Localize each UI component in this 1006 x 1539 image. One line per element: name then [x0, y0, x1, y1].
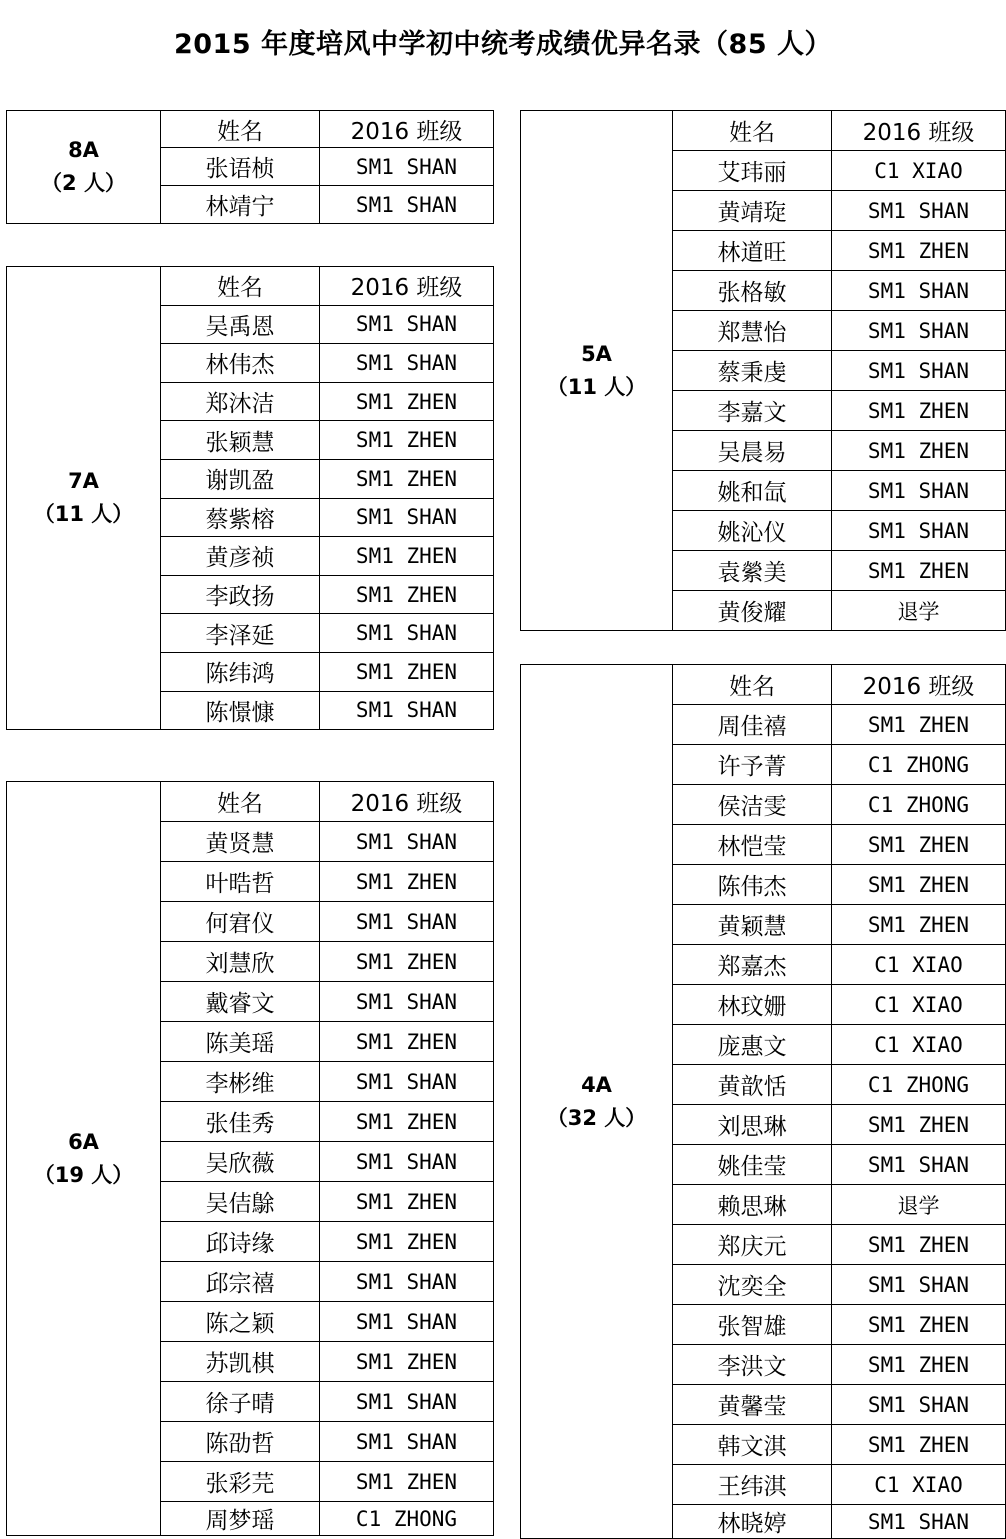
page-title: 2015 年度培风中学初中统考成绩优异名录（85 人） — [173, 29, 833, 60]
column-header-name: 姓名 — [673, 111, 832, 151]
class-2016: SM1 SHAN — [320, 305, 494, 344]
grade-6a-table — [6, 781, 494, 1536]
grade-count: （11 人） — [33, 502, 134, 527]
class-2016: SM1 SHAN — [320, 344, 494, 383]
student-name: 何宭仪 — [161, 902, 320, 942]
student-name: 郑庆元 — [673, 1225, 832, 1265]
student-name: 张佳秀 — [161, 1102, 320, 1142]
column-header-name: 姓名 — [673, 665, 832, 705]
class-2016: SM1 SHAN — [320, 1142, 494, 1182]
class-2016: SM1 SHAN — [832, 191, 1006, 231]
student-name: 陈纬鸿 — [161, 652, 320, 691]
student-name: 刘慧欣 — [161, 942, 320, 982]
column-header-class: 2016 班级 — [832, 111, 1006, 151]
grade-label — [7, 782, 161, 1536]
student-name: 赖思琳 — [673, 1185, 832, 1225]
class-2016: SM1 SHAN — [320, 186, 494, 224]
student-name: 吴晨易 — [673, 431, 832, 471]
student-name: 侯洁雯 — [673, 785, 832, 825]
student-name: 姚和氙 — [673, 471, 832, 511]
student-name: 黄贤慧 — [161, 822, 320, 862]
grade-label — [7, 267, 161, 730]
class-2016: 退学 — [832, 591, 1006, 631]
class-2016: SM1 ZHEN — [832, 705, 1006, 745]
student-name: 袁縈美 — [673, 551, 832, 591]
student-name: 黄彦祯 — [161, 537, 320, 576]
class-2016: SM1 SHAN — [320, 498, 494, 537]
student-name: 叶晧哲 — [161, 862, 320, 902]
student-name: 艾玮丽 — [673, 151, 832, 191]
student-name: 庞惠文 — [673, 1025, 832, 1065]
student-name: 蔡紫榕 — [161, 498, 320, 537]
student-name: 许予菁 — [673, 745, 832, 785]
class-2016: SM1 SHAN — [320, 614, 494, 653]
column-header-class: 2016 班级 — [320, 267, 494, 306]
student-name: 刘思琳 — [673, 1105, 832, 1145]
column-header-class: 2016 班级 — [832, 665, 1006, 705]
class-2016: SM1 ZHEN — [320, 575, 494, 614]
student-name: 李嘉文 — [673, 391, 832, 431]
class-2016: C1 XIAO — [832, 1465, 1006, 1505]
grade-label — [7, 111, 161, 224]
class-2016: SM1 SHAN — [320, 822, 494, 862]
class-2016: SM1 SHAN — [320, 982, 494, 1022]
student-name: 吴佶鵌 — [161, 1182, 320, 1222]
class-2016: SM1 SHAN — [832, 1385, 1006, 1425]
student-name: 张彩芫 — [161, 1462, 320, 1502]
student-name: 李政扬 — [161, 575, 320, 614]
student-name: 陈憬慷 — [161, 691, 320, 730]
class-2016: SM1 ZHEN — [320, 459, 494, 498]
student-name: 邱诗缘 — [161, 1222, 320, 1262]
student-name: 吴欣薇 — [161, 1142, 320, 1182]
class-2016: SM1 SHAN — [832, 1265, 1006, 1305]
student-name: 林伟杰 — [161, 344, 320, 383]
class-2016: C1 ZHONG — [832, 1065, 1006, 1105]
grade-name: 4A — [581, 1072, 612, 1097]
grade-count: （19 人） — [33, 1162, 134, 1187]
class-2016: SM1 ZHEN — [320, 382, 494, 421]
student-name: 张格敏 — [673, 271, 832, 311]
student-name: 韩文淇 — [673, 1425, 832, 1465]
student-name: 郑嘉杰 — [673, 945, 832, 985]
student-name: 黄馨莹 — [673, 1385, 832, 1425]
student-name: 张语桢 — [161, 148, 320, 186]
class-2016: SM1 ZHEN — [832, 231, 1006, 271]
student-name: 陈伟杰 — [673, 865, 832, 905]
class-2016: SM1 ZHEN — [832, 391, 1006, 431]
student-name: 林玟姗 — [673, 985, 832, 1025]
class-2016: SM1 ZHEN — [832, 431, 1006, 471]
class-2016: C1 ZHONG — [832, 745, 1006, 785]
class-2016: SM1 ZHEN — [832, 1425, 1006, 1465]
student-name: 吴禹恩 — [161, 305, 320, 344]
student-name: 徐子晴 — [161, 1382, 320, 1422]
grade-name: 7A — [68, 469, 99, 494]
student-name: 林恺莹 — [673, 825, 832, 865]
student-name: 林道旺 — [673, 231, 832, 271]
grade-8a-table — [6, 110, 494, 224]
class-2016: SM1 SHAN — [320, 1422, 494, 1462]
student-name: 邱宗禧 — [161, 1262, 320, 1302]
class-2016: SM1 SHAN — [832, 311, 1006, 351]
class-2016: SM1 SHAN — [320, 902, 494, 942]
class-2016: C1 XIAO — [832, 985, 1006, 1025]
class-2016: SM1 ZHEN — [320, 421, 494, 460]
class-2016: SM1 ZHEN — [320, 1182, 494, 1222]
class-2016: SM1 ZHEN — [832, 865, 1006, 905]
class-2016: 退学 — [832, 1185, 1006, 1225]
student-name: 王纬淇 — [673, 1465, 832, 1505]
class-2016: SM1 SHAN — [832, 471, 1006, 511]
student-name: 周佳禧 — [673, 705, 832, 745]
column-header-name: 姓名 — [161, 267, 320, 306]
grade-count: （32 人） — [546, 1105, 647, 1130]
class-2016: SM1 ZHEN — [320, 1222, 494, 1262]
class-2016: C1 XIAO — [832, 945, 1006, 985]
class-2016: SM1 SHAN — [320, 1382, 494, 1422]
grade-name: 5A — [581, 341, 612, 366]
class-2016: SM1 ZHEN — [832, 1105, 1006, 1145]
class-2016: SM1 ZHEN — [832, 905, 1006, 945]
student-name: 张颖慧 — [161, 421, 320, 460]
student-name: 谢凯盈 — [161, 459, 320, 498]
student-name: 姚佳莹 — [673, 1145, 832, 1185]
student-name: 郑沐洁 — [161, 382, 320, 421]
student-name: 蔡秉虔 — [673, 351, 832, 391]
student-name: 李彬维 — [161, 1062, 320, 1102]
student-name: 林靖宁 — [161, 186, 320, 224]
class-2016: SM1 ZHEN — [320, 862, 494, 902]
class-2016: SM1 SHAN — [320, 1062, 494, 1102]
student-name: 姚沁仪 — [673, 511, 832, 551]
grade-7a-table — [6, 266, 494, 730]
student-name: 郑慧怡 — [673, 311, 832, 351]
class-2016: SM1 SHAN — [320, 148, 494, 186]
class-2016: C1 XIAO — [832, 151, 1006, 191]
class-2016: SM1 SHAN — [832, 511, 1006, 551]
student-name: 陈美瑶 — [161, 1022, 320, 1062]
class-2016: SM1 ZHEN — [320, 537, 494, 576]
column-header-name: 姓名 — [161, 782, 320, 822]
student-name: 李泽延 — [161, 614, 320, 653]
class-2016: SM1 ZHEN — [832, 1225, 1006, 1265]
class-2016: SM1 SHAN — [832, 1145, 1006, 1185]
class-2016: SM1 ZHEN — [832, 825, 1006, 865]
student-name: 陈劭哲 — [161, 1422, 320, 1462]
class-2016: SM1 ZHEN — [320, 1102, 494, 1142]
student-name: 李洪文 — [673, 1345, 832, 1385]
grade-4a-table — [520, 664, 1006, 1539]
student-name: 苏凯棋 — [161, 1342, 320, 1382]
student-name: 周梦瑶 — [161, 1502, 320, 1536]
class-2016: SM1 ZHEN — [320, 1462, 494, 1502]
class-2016: SM1 SHAN — [320, 691, 494, 730]
class-2016: SM1 SHAN — [832, 271, 1006, 311]
student-name: 张智雄 — [673, 1305, 832, 1345]
grade-count: （11 人） — [546, 374, 647, 399]
class-2016: SM1 SHAN — [320, 1302, 494, 1342]
class-2016: SM1 ZHEN — [832, 551, 1006, 591]
grade-name: 6A — [68, 1129, 99, 1154]
student-name: 沈奕全 — [673, 1265, 832, 1305]
class-2016: SM1 ZHEN — [832, 1345, 1006, 1385]
class-2016: C1 ZHONG — [320, 1502, 494, 1536]
class-2016: SM1 SHAN — [320, 1262, 494, 1302]
student-name: 戴睿文 — [161, 982, 320, 1022]
grade-label — [521, 111, 673, 631]
column-header-name: 姓名 — [161, 111, 320, 148]
class-2016: SM1 ZHEN — [320, 1022, 494, 1062]
student-name: 林晓婷 — [673, 1505, 832, 1539]
column-header-class: 2016 班级 — [320, 782, 494, 822]
student-name: 黄颖慧 — [673, 905, 832, 945]
grade-label — [521, 665, 673, 1539]
class-2016: SM1 ZHEN — [320, 942, 494, 982]
column-header-class: 2016 班级 — [320, 111, 494, 148]
class-2016: SM1 SHAN — [832, 351, 1006, 391]
class-2016: SM1 ZHEN — [832, 1305, 1006, 1345]
student-name: 黄歆恬 — [673, 1065, 832, 1105]
class-2016: SM1 ZHEN — [320, 1342, 494, 1382]
class-2016: SM1 ZHEN — [320, 652, 494, 691]
student-name: 黄靖琁 — [673, 191, 832, 231]
grade-5a-table — [520, 110, 1006, 631]
grade-count: （2 人） — [41, 171, 126, 195]
class-2016: C1 XIAO — [832, 1025, 1006, 1065]
student-name: 黄俊耀 — [673, 591, 832, 631]
student-name: 陈之颖 — [161, 1302, 320, 1342]
grade-name: 8A — [68, 138, 99, 162]
class-2016: SM1 SHAN — [832, 1505, 1006, 1539]
class-2016: C1 ZHONG — [832, 785, 1006, 825]
